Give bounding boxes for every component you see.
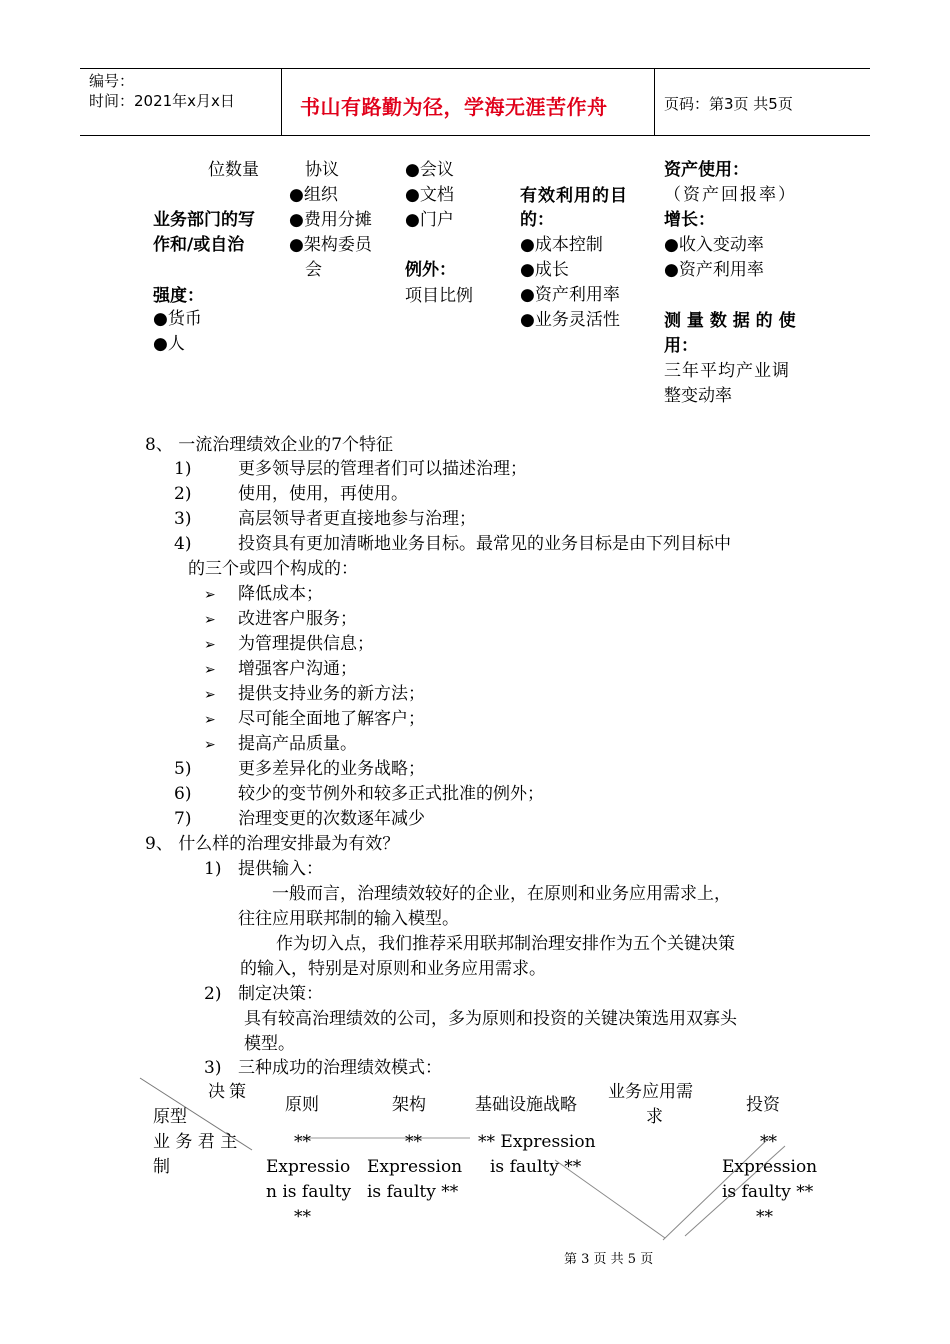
s9-paragraph-line: 往往应用联邦制的输入模型。	[238, 909, 459, 929]
goal-text: 提供支持业务的新方法；	[238, 684, 425, 704]
col2-bullet-item: ● 费用分摊	[289, 208, 372, 233]
s9-item-title: 三种成功的治理绩效模式：	[238, 1058, 442, 1078]
s8-item-num: 2)	[174, 484, 192, 504]
col2-bullet-item: ● 架构委员	[289, 233, 372, 258]
arrow-bullet-icon: ➢	[204, 662, 216, 678]
col4-bullet-item: ● 业务灵活性	[520, 308, 620, 333]
arrow-bullet-icon: ➢	[204, 637, 216, 653]
s9-item-num: 3)	[204, 1058, 222, 1078]
s8-item-text: 使用，使用，再使用。	[238, 484, 408, 504]
matrix-cell-line: **	[294, 1207, 311, 1227]
s8-item-num: 5)	[174, 759, 192, 779]
col5-text: （资产回报率）	[664, 185, 797, 205]
s8-item-text: 更多差异化的业务战略；	[238, 759, 425, 779]
matrix-cell-line: n is faulty	[266, 1182, 352, 1202]
matrix-row-label: 制	[153, 1157, 170, 1177]
col3-bullet-item: ● 门户	[405, 208, 454, 233]
s8-item-text: 较少的变节例外和较多正式批准的例外；	[238, 784, 544, 804]
matrix-cell-line: **	[760, 1132, 777, 1152]
col2-text: 协议	[305, 160, 339, 180]
col5-bullet-item: ● 收入变动率	[664, 233, 764, 258]
col1-bold-line: 强度：	[153, 286, 204, 306]
goal-text: 为管理提供信息；	[238, 634, 374, 654]
matrix-corner-top: 决策	[208, 1082, 250, 1102]
matrix-header: 原则	[285, 1095, 319, 1115]
col4-bold-line: 的：	[520, 210, 554, 230]
col2-text: 会	[305, 260, 322, 280]
col5-bullet-item: ● 资产利用率	[664, 258, 764, 283]
header-number-label: 编号：	[89, 72, 135, 90]
s9-paragraph-line: 具有较高治理绩效的公司，多为原则和投资的关键决策选用双寡头	[244, 1009, 737, 1029]
matrix-corner-bottom: 原型	[153, 1107, 187, 1127]
goal-text: 尽可能全面地了解客户；	[238, 709, 425, 729]
s8-item-num: 1)	[174, 459, 192, 479]
arrow-bullet-icon: ➢	[204, 687, 216, 703]
col1-text: 位数量	[208, 160, 259, 180]
header-page-label: 页码：第3页 共5页	[664, 95, 793, 113]
matrix-cell-line: **	[405, 1132, 422, 1152]
matrix-cell-line: is faulty **	[367, 1182, 459, 1202]
matrix-header: 基础设施战略	[475, 1095, 577, 1115]
matrix-row-label: 业 务 君 主	[153, 1132, 238, 1152]
goal-text: 提高产品质量。	[238, 734, 357, 754]
s9-item-title: 制定决策：	[238, 984, 323, 1004]
col5-text: 整变动率	[664, 386, 732, 406]
header-motto: 书山有路勤为径，学海无涯苦作舟	[300, 95, 608, 119]
s8-item-text: 更多领导层的管理者们可以描述治理；	[238, 459, 527, 479]
arrow-bullet-icon: ➢	[204, 737, 216, 753]
matrix-cell-line: Expressio	[266, 1157, 351, 1177]
col4-bullet-item: ● 成长	[520, 258, 569, 283]
col5-bold-line: 用：	[664, 336, 698, 356]
matrix-cell-line: is faulty **	[722, 1182, 814, 1202]
col2-bullet-item: ● 组织	[289, 183, 338, 208]
section8-heading: 8、 一流治理绩效企业的7个特征	[145, 435, 394, 455]
col1-bullet-item: ● 人	[153, 332, 185, 357]
s9-paragraph-line: 一般而言，治理绩效较好的企业，在原则和业务应用需求上，	[272, 884, 731, 904]
col1-bold-line: 业务部门的写	[153, 210, 255, 230]
col3-bullet-item: ● 文档	[405, 183, 454, 208]
col3-bold-line: 例外：	[405, 260, 456, 280]
matrix-header: 业务应用需	[608, 1082, 693, 1102]
page-footer: 第 3 页 共 5 页	[564, 1252, 654, 1267]
s8-item-text: 高层领导者更直接地参与治理；	[238, 509, 476, 529]
s9-item-num: 2)	[204, 984, 222, 1004]
goal-text: 增强客户沟通；	[238, 659, 357, 679]
matrix-cell-line: Expression	[367, 1157, 463, 1177]
col4-bold-line: 有效利用的目	[520, 186, 628, 206]
col1-bullet-item: ● 货币	[153, 307, 202, 332]
arrow-bullet-icon: ➢	[204, 587, 216, 603]
s9-item-title: 提供输入：	[238, 859, 323, 879]
s9-paragraph-line: 模型。	[244, 1034, 295, 1054]
col4-bullet-item: ● 成本控制	[520, 233, 603, 258]
s9-item-num: 1)	[204, 859, 222, 879]
s8-item-text: 治理变更的次数逐年减少	[238, 809, 425, 829]
matrix-cell-line: **	[294, 1132, 311, 1152]
col5-bold-line: 测 量 数 据 的 使	[664, 311, 796, 331]
s9-paragraph-line: 的输入，特别是对原则和业务应用需求。	[240, 959, 546, 979]
s8-item-text: 的三个或四个构成的：	[188, 559, 358, 579]
col1-bold-line: 作和/或自治	[153, 235, 245, 255]
col4-bullet-item: ● 资产利用率	[520, 283, 620, 308]
s8-item-text: 投资具有更加清晰地业务目标。最常见的业务目标是由下列目标中	[238, 534, 731, 554]
arrow-bullet-icon: ➢	[204, 612, 216, 628]
goal-text: 降低成本；	[238, 584, 323, 604]
matrix-header: 投资	[746, 1095, 780, 1115]
s8-item-num: 7)	[174, 809, 192, 829]
arrow-bullet-icon: ➢	[204, 712, 216, 728]
col3-text: 项目比例	[405, 286, 473, 306]
col5-bold-line: 资产使用：	[664, 160, 749, 180]
matrix-cell-line: is faulty **	[490, 1157, 582, 1177]
col5-bold-line: 增长：	[664, 210, 715, 230]
s8-item-num: 6)	[174, 784, 192, 804]
matrix-cell-line: ** Expression	[478, 1132, 596, 1152]
matrix-header: 架构	[392, 1095, 426, 1115]
col5-text: 三年平均产业调	[664, 361, 790, 381]
col3-bullet-item: ● 会议	[405, 158, 454, 183]
header-time-label: 时间：2021年x月x日	[89, 92, 235, 110]
matrix-cell-line: Expression	[722, 1157, 818, 1177]
s8-item-num: 3)	[174, 509, 192, 529]
goal-text: 改进客户服务；	[238, 609, 357, 629]
matrix-cell-line: **	[756, 1207, 773, 1227]
section9-heading: 9、 什么样的治理安排最为有效？	[145, 834, 400, 854]
s8-item-num: 4)	[174, 534, 192, 554]
matrix-header: 求	[646, 1107, 663, 1127]
s9-paragraph-line: 作为切入点，我们推荐采用联邦制治理安排作为五个关键决策	[276, 934, 735, 954]
